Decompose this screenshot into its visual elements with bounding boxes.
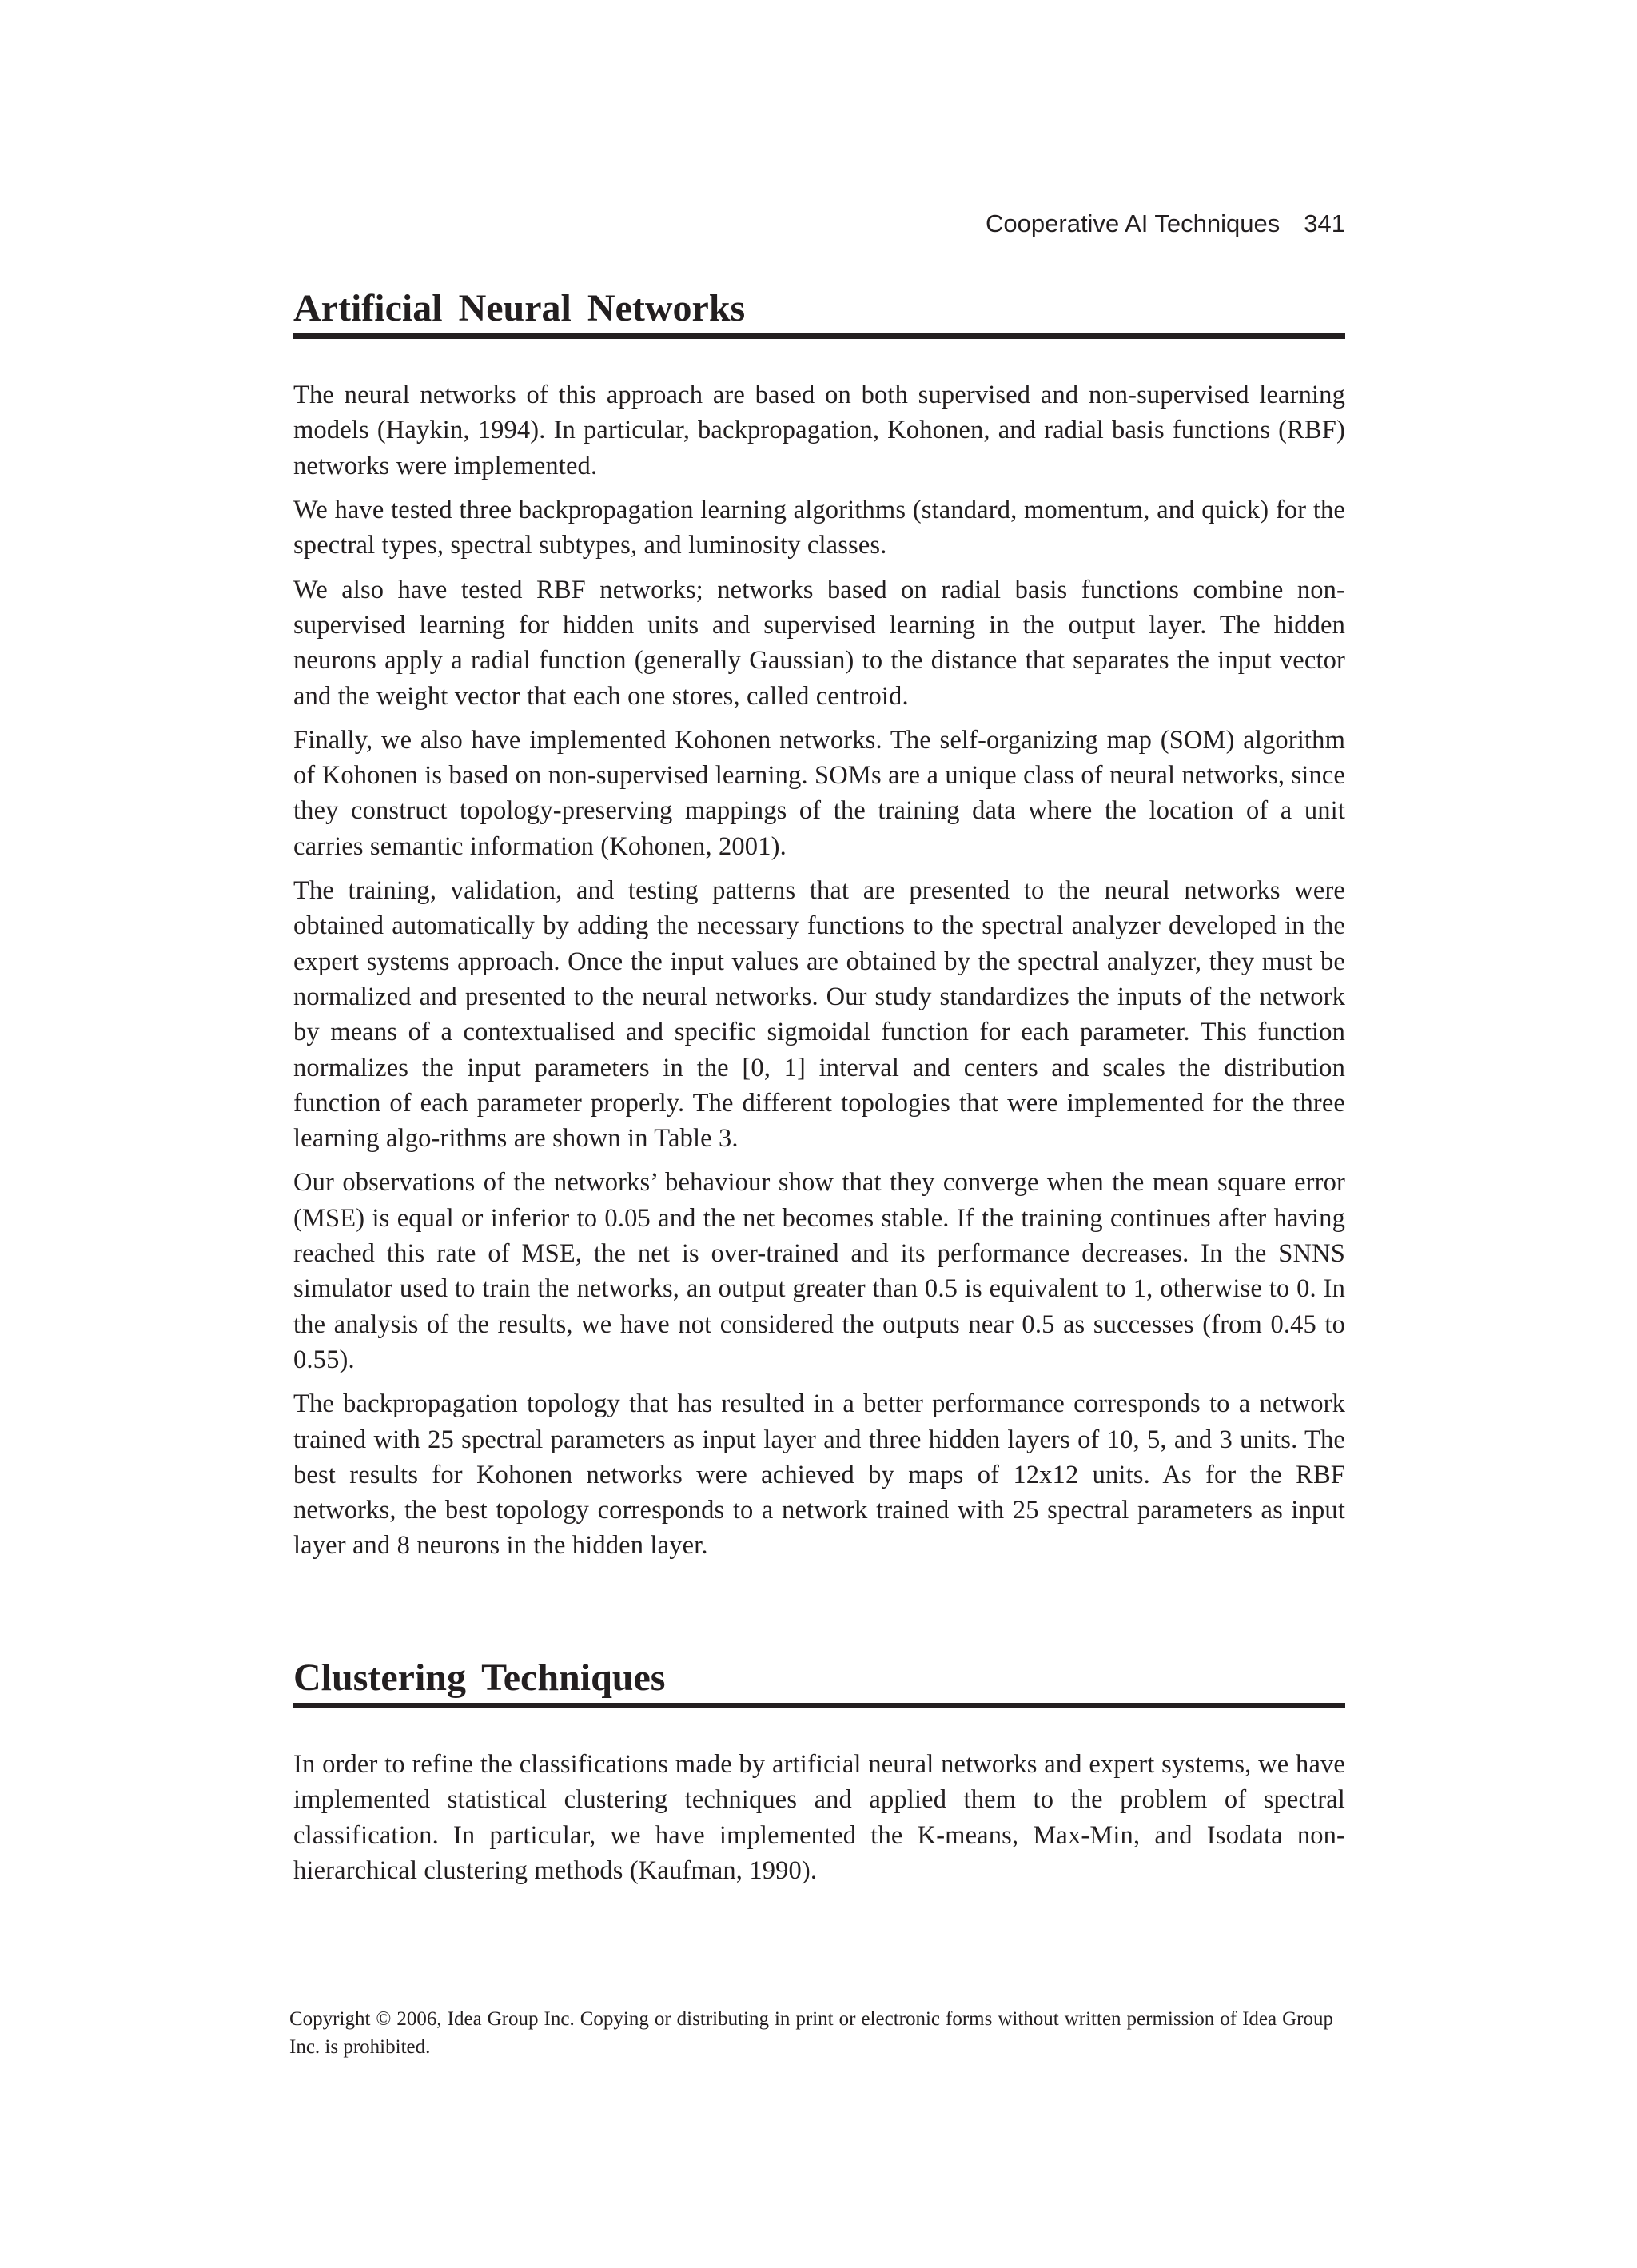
running-header <box>293 209 1345 238</box>
paragraph: The training, validation, and testing patterns that are presented to the neural networks were obtained automatically by adding the necessary functions to the spectral analyzer developed in the expert systems approach. Once the input values are obtained by the spectral analyzer, they must be normalized and presented to the neural networks. Our study standardizes the inputs of the network by means of a contextualised and specific sigmoidal function for each parameter. This function normalizes the input parameters in the [0, 1] interval and centers and scales the distribution function of each parameter properly. The different topologies that were implemented for the three learning algo-rithms are shown in Table 3. <box>293 876 1345 1154</box>
running-title: Cooperative AI Techniques <box>986 209 1281 237</box>
section-heading: Clustering Techniques <box>293 1656 1345 1708</box>
section-heading: Artificial Neural Networks <box>293 286 1345 339</box>
page-number: 341 <box>1304 209 1345 237</box>
paragraph: The neural networks of this approach are based on both supervised and non-supervised learning models (Haykin, 1994). In particular, backpropagation, Kohonen, and radial basis functions (RBF) networks were implemented. <box>293 381 1345 480</box>
paragraph: We also have tested RBF networks; networks based on radial basis functions combine non-supervised learning for hidden units and supervised learning in the output layer. The hidden neurons apply a radial function (generally Gaussian) to the distance that separates the input vector and the weight vector that each one stores, called centroid. <box>293 575 1345 711</box>
paragraph: Our observations of the networks’ behaviour show that they converge when the mean square error (MSE) is equal or inferior to 0.05 and the net becomes stable. If the training continues after having reached this rate of MSE, the net is over-trained and its performance decreases. In the SNNS simulator used to train the networks, an output greater than 0.5 is equivalent to 1, otherwise to 0. In the analysis of the results, we have not considered the outputs near 0.5 as successes (from 0.45 to 0.55). <box>293 1168 1345 1374</box>
section-body <box>293 1747 1345 1888</box>
paragraph: The backpropagation topology that has resulted in a better performance corresponds to a network trained with 25 spectral parameters as input layer and three hidden layers of 10, 5, and 3 units. The best results for Kohonen networks were achieved by maps of 12x12 units. As for the RBF networks, the best topology corresponds to a network trained with 25 spectral parameters as input layer and 8 neurons in the hidden layer. <box>293 1389 1345 1560</box>
paragraph: We have tested three backpropagation learning algorithms (standard, momentum, and quick) for the spectral types, spectral subtypes, and luminosity classes. <box>293 496 1345 560</box>
copyright-footer <box>289 2005 1333 2061</box>
paragraph: Finally, we also have implemented Kohonen networks. The self-organizing map (SOM) algorithm of Kohonen is based on non-supervised learning. SOMs are a unique class of neural networks, since they construct topology-preserving mappings of the training data where the location of a unit carries semantic information (Kohonen, 2001). <box>293 725 1345 861</box>
copyright-notice: Copyright © 2006, Idea Group Inc. Copying or distributing in print or electronic forms without written permission of Idea Group Inc. is prohibited. <box>289 2008 1333 2058</box>
section-clustering-techniques <box>293 1656 1345 1897</box>
section-body <box>293 377 1345 1564</box>
section-artificial-neural-networks <box>293 286 1345 1572</box>
paragraph: In order to refine the classifications made by artificial neural networks and expert systems, we have implemented statistical clustering techniques and applied them to the problem of spectral classification. In particular, we have implemented the K-means, Max-Min, and Isodata non-hierarchical clustering methods (Kaufman, 1990). <box>293 1750 1345 1886</box>
